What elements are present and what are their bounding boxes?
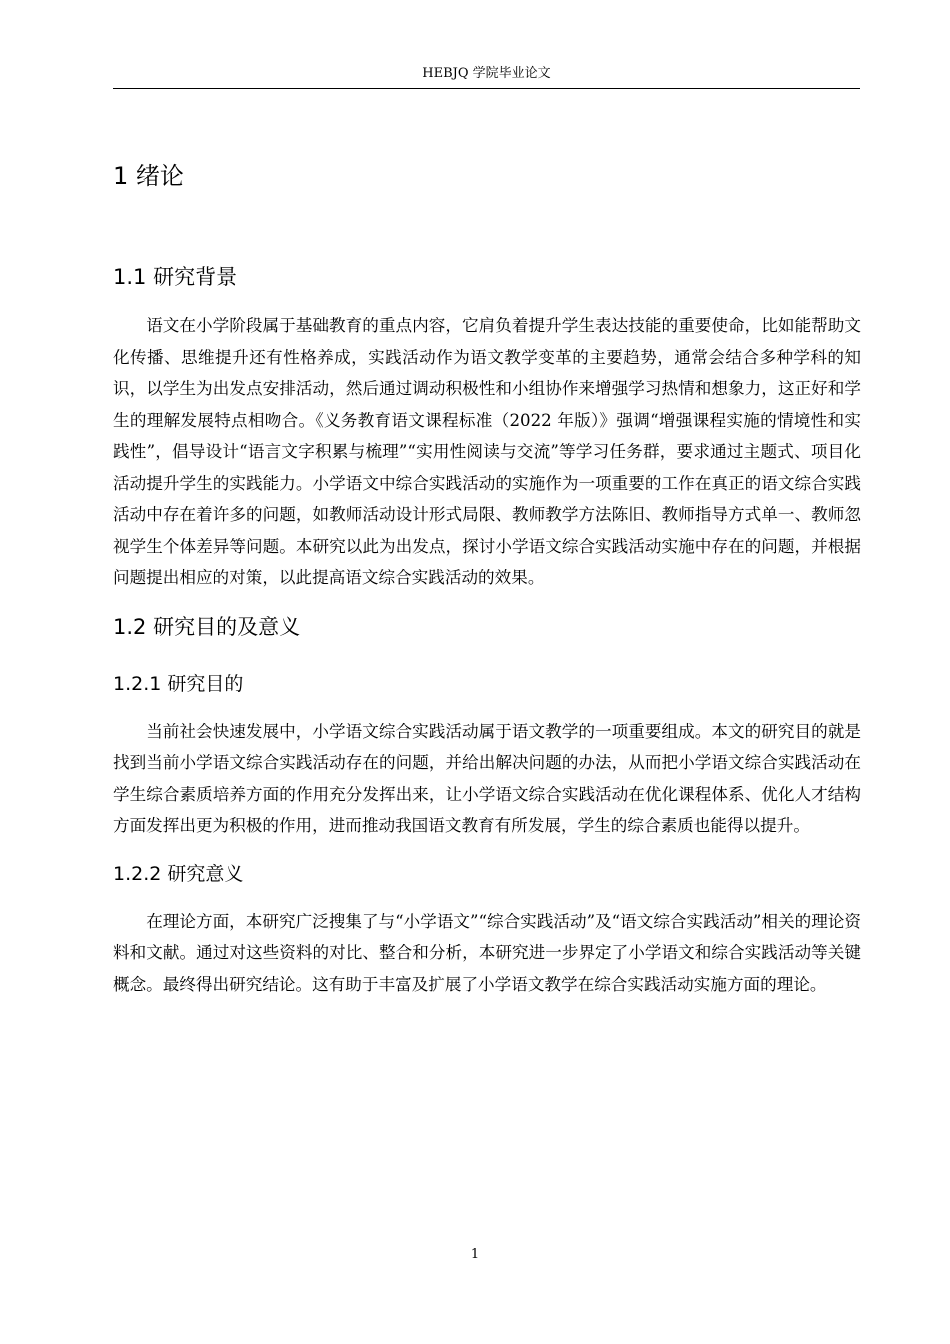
running-header <box>113 66 860 89</box>
paragraph-research-purpose: 当前社会快速发展中，小学语文综合实践活动属于语文教学的一项重要组成。本文的研究目的就是找到当前小学语文综合实践活动存在的问题，并给出解决问题的办法，从而把小学语文综合实践活动在学生综合素质培养方面的作用充分发挥出来，让小学语文综合实践活动在优化课程体系、优化人才结构方面发挥出更为积极的作用，进而推动我国语文教育有所发展，学生的综合素质也能得以提升。 <box>113 721 861 835</box>
section-title-research-background: 1.1 研究背景 <box>113 265 238 289</box>
chapter-title: 1 绪论 <box>113 162 184 190</box>
paragraph-research-background: 语文在小学阶段属于基础教育的重点内容，它肩负着提升学生表达技能的重要使命，比如能帮助文化传播、思维提升还有性格养成，实践活动作为语文教学变革的主要趋势，通常会结合多种学科的知识，以学生为出发点安排活动，然后通过调动积极性和小组协作来增强学习热情和想象力，这正好和学生的理解发展特点相吻合。《义务教育语文课程标准（2022 年版）》强调“增强课程实施的情境性和实践性”，倡导设计“语言文字积累与梳理”“实用性阅读与交流”等学习任务群，要求通过主题式、项目化活动提升学生的实践能力。小学语文中综合实践活动的实施作为一项重要的工作在真正的语文综合实践活动中存在着许多的问题，如教师活动设计形式局限、教师教学方法陈旧、教师指导方式单一、教师忽视学生个体差异等问题。本研究以此为出发点，探讨小学语文综合实践活动实施中存在的问题，并根据问题提出相应的对策，以此提高语文综合实践活动的效果。 <box>113 316 861 587</box>
subsection-title-research-significance: 1.2.2 研究意义 <box>113 862 244 885</box>
page-number: 1 <box>470 1247 480 1262</box>
subsection-title-research-purpose: 1.2.1 研究目的 <box>113 672 244 695</box>
section-title-purpose-and-significance: 1.2 研究目的及意义 <box>113 614 301 639</box>
paragraph-research-significance: 在理论方面，本研究广泛搜集了与“小学语文”“综合实践活动”及“语文综合实践活动”相关的理论资料和文献。通过对这些资料的对比、整合和分析，本研究进一步界定了小学语文和综合实践活动等关键概念。最终得出研究结论。这有助于丰富及扩展了小学语文教学在综合实践活动实施方面的理论。 <box>113 911 861 994</box>
page-body <box>113 150 861 1000</box>
running-header-title: HEBJQ 学院毕业论文 <box>422 66 551 81</box>
